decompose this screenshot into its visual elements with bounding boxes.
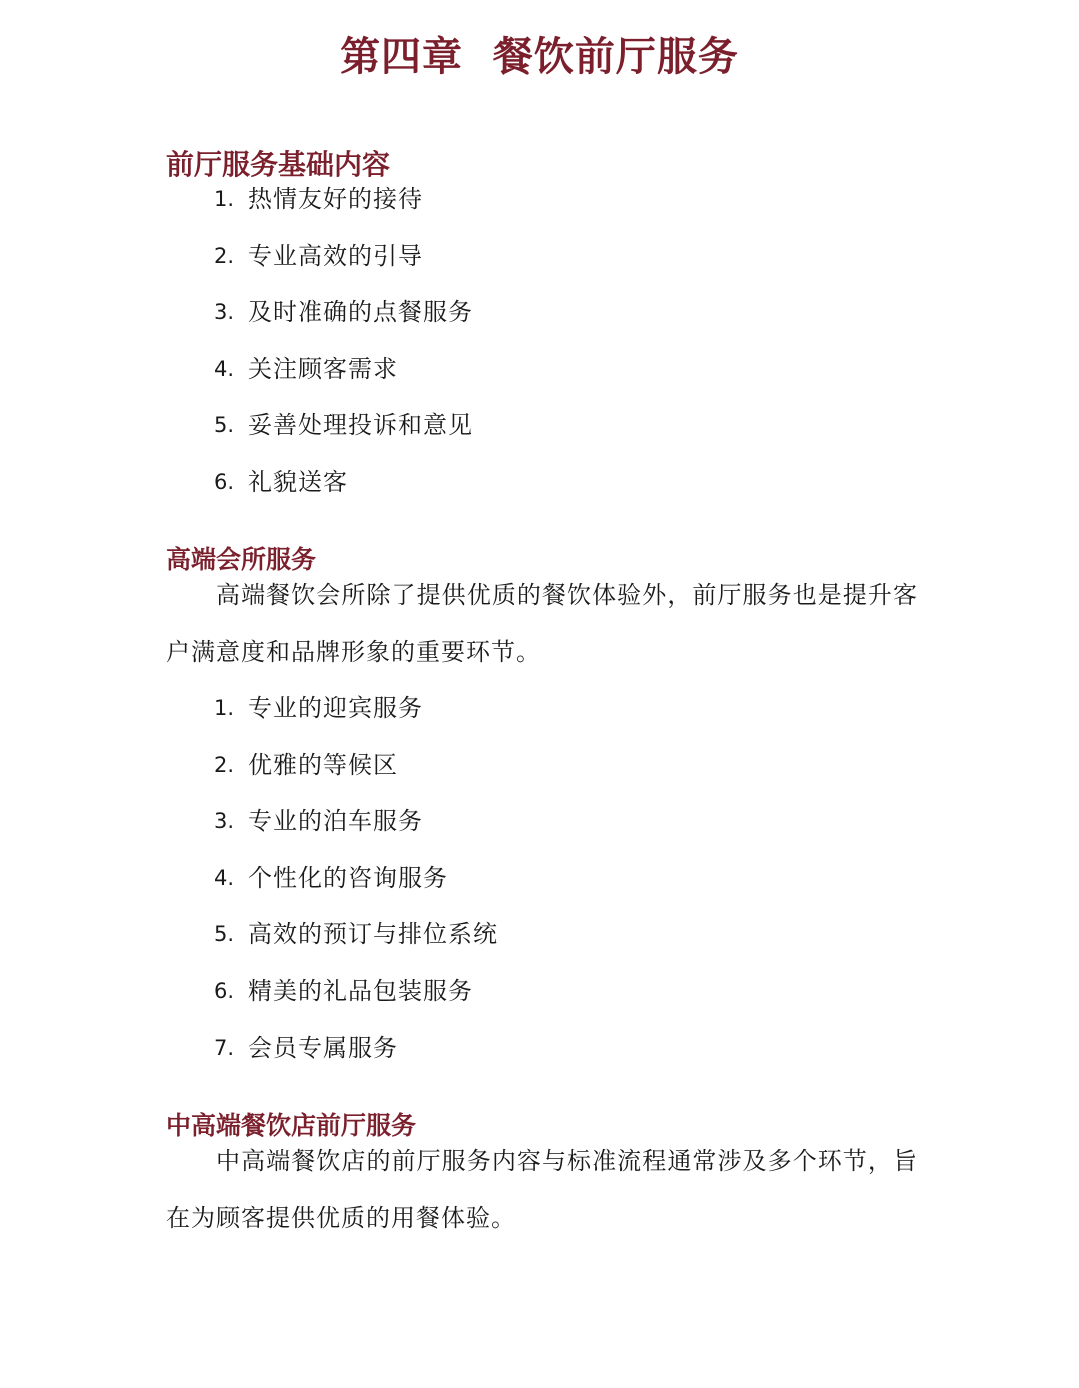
list-number: 3. bbox=[214, 300, 235, 325]
page-title: 第四章 餐饮前厅服务 bbox=[340, 32, 739, 80]
list-number: 3. bbox=[214, 809, 235, 834]
list-item-text: 精美的礼品包装服务 bbox=[248, 976, 473, 1005]
list-item-text: 会员专属服务 bbox=[248, 1033, 398, 1062]
list-item-text: 礼貌送客 bbox=[248, 467, 348, 496]
list-item-text: 专业高效的引导 bbox=[248, 241, 423, 270]
list-number: 6. bbox=[214, 978, 235, 1003]
section-heading-basic: 前厅服务基础内容 bbox=[166, 148, 391, 182]
list-item-text: 及时准确的点餐服务 bbox=[248, 298, 473, 327]
list-number: 2. bbox=[214, 243, 235, 268]
list-item-text: 专业的迎宾服务 bbox=[248, 694, 423, 722]
list-item-text: 优雅的等候区 bbox=[248, 750, 398, 779]
list-number: 5. bbox=[214, 413, 235, 438]
section-paragraph-high-end-club: 高端餐饮会所除了提供优质的餐饮体验外，前厅服务也是提升客户满意度和品牌形象的重要环节。 bbox=[166, 581, 918, 666]
list-item-text: 高效的预订与排位系统 bbox=[248, 920, 498, 949]
list-item-text: 专业的泊车服务 bbox=[248, 807, 423, 836]
list-item-text: 个性化的咨询服务 bbox=[248, 863, 448, 892]
section-heading-high-end-club: 高端会所服务 bbox=[166, 544, 317, 574]
list-number: 5. bbox=[214, 922, 235, 947]
list-item-text: 热情友好的接待 bbox=[248, 185, 423, 213]
section-paragraph-mid-high-restaurant: 中高端餐饮店的前厅服务内容与标准流程通常涉及多个环节，旨在为顾客提供优质的用餐体验。 bbox=[166, 1147, 918, 1232]
list-number: 7. bbox=[214, 1035, 235, 1060]
list-item-text: 妥善处理投诉和意见 bbox=[248, 411, 473, 440]
list-number: 4. bbox=[214, 356, 235, 381]
list-number: 1. bbox=[214, 696, 235, 720]
section-heading-mid-high-restaurant: 中高端餐饮店前厅服务 bbox=[166, 1110, 417, 1140]
list-number: 4. bbox=[214, 865, 235, 890]
list-number: 2. bbox=[214, 752, 235, 777]
list-number: 1. bbox=[214, 187, 235, 211]
list-number: 6. bbox=[214, 469, 235, 494]
list-item-text: 关注顾客需求 bbox=[248, 354, 398, 383]
